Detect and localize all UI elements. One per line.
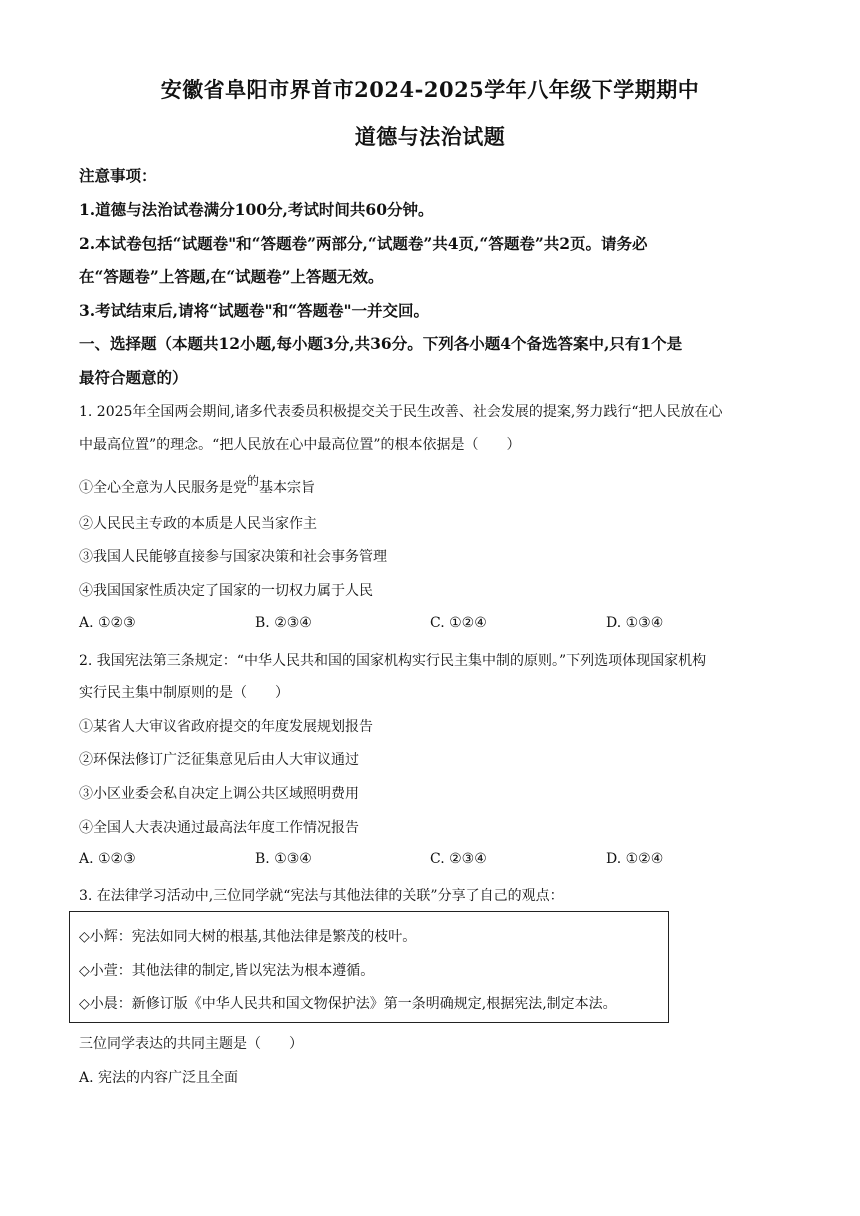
q1-item-1-superscript: 的 [247,474,260,488]
q1-item-1 [79,474,316,497]
notice-item-1: 1.道德与法治试卷满分100分,考试时间共60分钟。 [79,200,434,219]
section-heading-a: 一、选择题（本题共12小题,每小题3分,共36分。下列各小题4个备选答案中,只有1个是 [79,334,683,353]
q1-option-c[interactable]: C. ①②④ [430,615,487,631]
q2-stem-b: 实行民主集中制原则的是（ ） [79,685,289,701]
notice-item-3: 3.考试结束后,请将“试题卷"和“答题卷"一并交回。 [79,301,430,320]
q2-item-2: ②环保法修订广泛征集意见后由人大审议通过 [79,752,359,768]
q1-item-1-text-b: 基本宗旨 [259,480,316,496]
q2-stem-a: 2. 我国宪法第三条规定：“中华人民共和国的国家机构实行民主集中制的原则。”下列选项体现国家机构 [79,653,707,669]
q3-quote-2: ◇小萱：其他法律的制定,皆以宪法为根本遵循。 [79,963,375,979]
exam-title-line1: 安徽省阜阳市界首市2024-2025学年八年级下学期期中 [160,77,700,102]
q1-item-1-text-a: ①全心全意为人民服务是党 [79,480,247,496]
q2-option-a[interactable]: A. ①②③ [79,851,136,867]
q1-item-2: ②人民民主专政的本质是人民当家作主 [79,516,317,532]
section-heading-b: 最符合题意的） [79,368,188,387]
q1-option-a[interactable]: A. ①②③ [79,615,136,631]
q2-option-c[interactable]: C. ②③④ [430,851,487,867]
q2-item-1: ①某省人大审议省政府提交的年度发展规划报告 [79,719,373,735]
notice-item-2b: 在“答题卷”上答题,在“试题卷”上答题无效。 [79,267,384,286]
notice-heading: 注意事项： [79,166,157,185]
notice-item-2a: 2.本试卷包括“试题卷"和“答题卷”两部分,“试题卷”共4页,“答题卷”共2页。请务必 [79,234,648,253]
q3-quote-1: ◇小辉：宪法如同大树的根基,其他法律是繁茂的枝叶。 [79,929,417,945]
q2-item-3: ③小区业委会私自决定上调公共区域照明费用 [79,786,359,802]
q1-option-b[interactable]: B. ②③④ [255,615,312,631]
q3-option-a[interactable]: A. 宪法的内容广泛且全面 [79,1070,239,1086]
q3-quote-box [69,911,669,1023]
q3-question: 三位同学表达的共同主题是（ ） [79,1036,303,1052]
exam-title-line2: 道德与法治试题 [354,124,506,149]
q1-stem-b: 中最高位置”的理念。“把人民放在心中最高位置”的根本依据是（ ） [79,437,521,453]
q3-stem: 3. 在法律学习活动中,三位同学就“宪法与其他法律的关联”分享了自己的观点： [79,888,564,904]
q3-quote-3: ◇小晨：新修订版《中华人民共和国文物保护法》第一条明确规定,根据宪法,制定本法。 [79,996,617,1012]
q2-option-d[interactable]: D. ①②④ [606,851,664,867]
q2-item-4: ④全国人大表决通过最高法年度工作情况报告 [79,820,359,836]
q1-stem-a: 1. 2025年全国两会期间,诸多代表委员积极提交关于民生改善、社会发展的提案,努力践行“把人民放在心 [79,404,723,420]
q1-item-3: ③我国人民能够直接参与国家决策和社会事务管理 [79,549,387,565]
q1-item-4: ④我国国家性质决定了国家的一切权力属于人民 [79,583,373,599]
q1-option-d[interactable]: D. ①③④ [606,615,664,631]
q2-option-b[interactable]: B. ①③④ [255,851,312,867]
